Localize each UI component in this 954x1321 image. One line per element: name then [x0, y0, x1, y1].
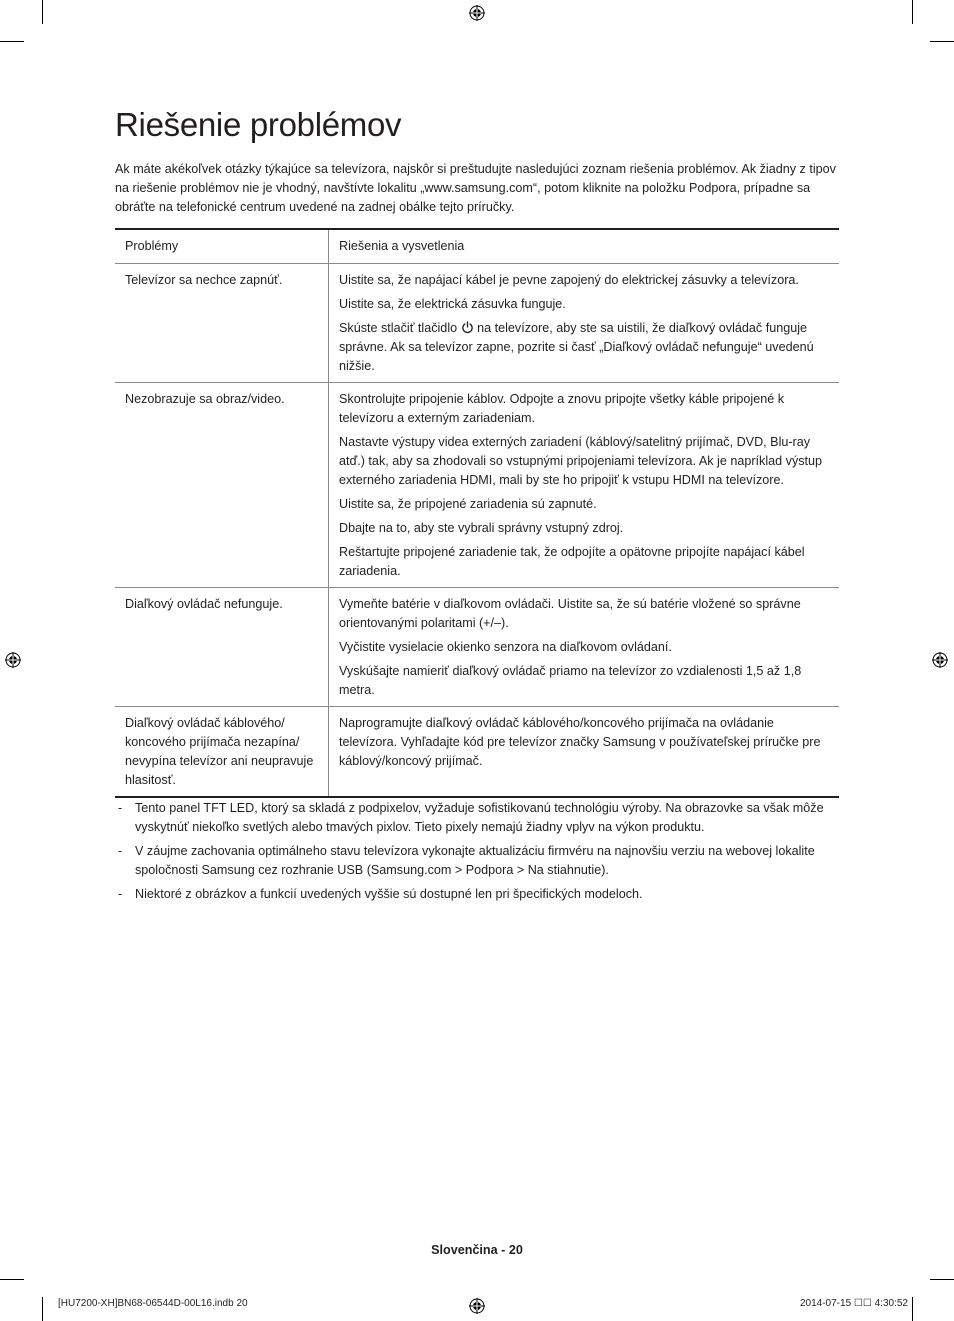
solution-text: na televízore, aby ste sa uistili, že diaľkový ovládač funguje správne. Ak sa televízor zapne, pozrite si časť „Diaľkový ovládač nefunguje“ uvedenú nižšie.	[339, 321, 814, 373]
solution-item: Vymeňte batérie v diaľkovom ovládači. Uistite sa, že sú batérie vložené so správne orientovanými polaritami (+/–).	[339, 597, 801, 630]
intro-paragraph: Ak máte akékoľvek otázky týkajúce sa televízora, najskôr si preštudujte nasledujúci zoznam riešenia problémov. Ak žiadny z tipov na riešenie problémov nie je vhodný, navštívte lokalitu „www.samsung.com“, potom kliknite na položku Podpora, prípadne sa obráťte na telefonické centrum uvedené na zadnej obálke tejto príručky.	[115, 162, 836, 214]
power-icon	[461, 321, 474, 334]
solution-item: Uistite sa, že pripojené zariadenia sú zapnuté.	[339, 497, 597, 511]
registration-mark-icon	[5, 652, 21, 668]
solution-item: Vyskúšajte namieriť diaľkový ovládač priamo na televízor zo vzdialenosti 1,5 až 1,8 metra.	[339, 664, 802, 697]
solutions-cell	[329, 707, 840, 798]
problem-cell: Diaľkový ovládač nefunguje.	[115, 588, 329, 707]
solution-item	[339, 319, 829, 376]
note-dash: -	[118, 801, 123, 815]
crop-mark	[42, 1297, 43, 1321]
solution-item: Uistite sa, že napájací kábel je pevne zapojený do elektrickej zásuvky a televízora.	[339, 273, 799, 287]
notes-list	[115, 799, 840, 909]
table-row	[115, 383, 839, 588]
solution-item: Skontrolujte pripojenie káblov. Odpojte a znovu pripojte všetky káble pripojené k televízoru a externým zariadeniam.	[339, 392, 785, 425]
solution-item: Uistite sa, že elektrická zásuvka funguje.	[339, 297, 566, 311]
note-text: V záujme zachovania optimálneho stavu televízora vykonajte aktualizáciu firmvéru na najnovšiu verziu na webovej lokalite spoločnosti Samsung cez rozhranie USB (Samsung.com > Podpora > Na stiahnutie).	[135, 844, 815, 877]
note-dash: -	[118, 887, 123, 901]
table-row	[115, 588, 839, 707]
registration-mark-icon	[469, 5, 485, 21]
note-item	[115, 799, 840, 837]
table-header-row	[115, 229, 839, 264]
solution-item: Dbajte na to, aby ste vybrali správny vstupný zdroj.	[339, 521, 624, 535]
registration-mark-icon	[469, 1298, 485, 1314]
note-item	[115, 842, 840, 880]
solutions-cell	[329, 588, 840, 707]
table-row	[115, 707, 839, 798]
crop-mark	[930, 1279, 954, 1280]
note-item	[115, 885, 840, 904]
crop-mark	[42, 0, 43, 24]
problem-cell: Televízor sa nechce zapnúť.	[115, 264, 329, 383]
solution-item: Reštartujte pripojené zariadenie tak, že odpojíte a opätovne pripojíte napájací kábel zariadenia.	[339, 545, 805, 578]
solutions-cell	[329, 264, 840, 383]
table-row	[115, 264, 839, 383]
troubleshooting-table	[115, 228, 839, 798]
crop-mark	[0, 1279, 24, 1280]
crop-mark	[912, 0, 913, 24]
registration-mark-icon	[932, 652, 948, 668]
print-slug-date: 2014-07-15 ☐☐ 4:30:52	[799, 1298, 908, 1309]
crop-mark	[0, 41, 24, 42]
solution-text: Skúste stlačiť tlačidlo	[339, 321, 458, 335]
solution-item: Nastavte výstupy videa externých zariadení (káblový/satelitný prijímač, DVD, Blu-ray atď.) tak, aby sa zhodovali so vstupnými pripojeniami televízora. Ak je napríklad výstup externého zariadenia HDMI, mali by ste ho pripojiť k vstupu HDMI na televízore.	[339, 435, 823, 487]
solution-item: Naprogramujte diaľkový ovládač káblového/koncového prijímača na ovládanie televízora. Vyhľadajte kód pre televízor značky Samsung v používateľskej príručke pre káblový/koncový prijímač.	[339, 716, 821, 768]
problem-cell: Nezobrazuje sa obraz/video.	[115, 383, 329, 588]
page-footer: Slovenčina - 20	[431, 1243, 523, 1257]
note-text: Tento panel TFT LED, ktorý sa skladá z podpixelov, vyžaduje sofistikovanú technológiu výroby. Na obrazovke sa však môže vyskytnúť niekoľko svetlých alebo tmavých pixlov. Tieto pixely nemajú žiadny vplyv na výkon produktu.	[135, 801, 824, 834]
crop-mark	[930, 41, 954, 42]
note-dash: -	[118, 844, 123, 858]
page-title: Riešenie problémov	[115, 106, 402, 143]
column-header-solutions: Riešenia a vysvetlenia	[329, 229, 840, 264]
solution-item: Vyčistite vysielacie okienko senzora na diaľkovom ovládaní.	[339, 640, 672, 654]
problem-cell: Diaľkový ovládač káblového/ koncového prijímača nezapína/ nevypína televízor ani neupravuje hlasitosť.	[115, 707, 329, 798]
column-header-problems: Problémy	[115, 229, 329, 264]
solutions-cell	[329, 383, 840, 588]
crop-mark	[912, 1297, 913, 1321]
print-slug-file: [HU7200-XH]BN68-06544D-00L16.indb 20	[58, 1298, 248, 1309]
note-text: Niektoré z obrázkov a funkcií uvedených vyššie sú dostupné len pri špecifických modeloch.	[135, 887, 643, 901]
